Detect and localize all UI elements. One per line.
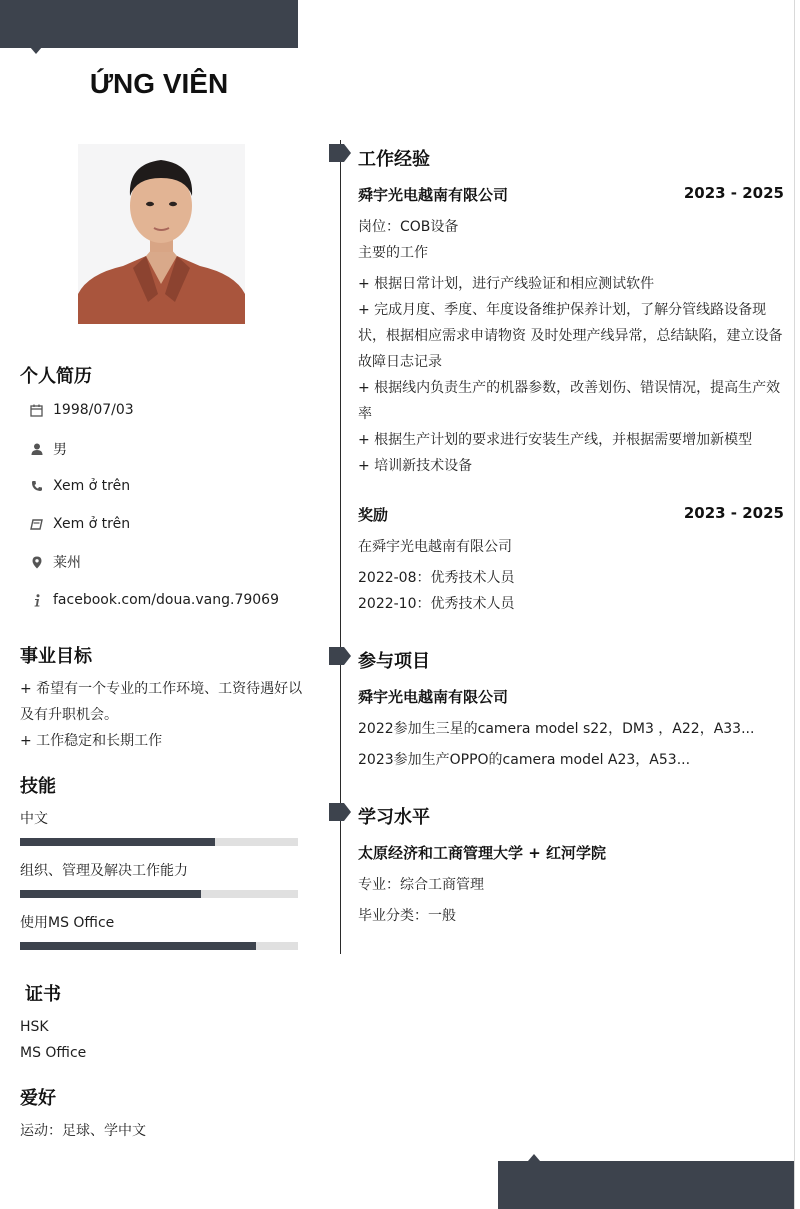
projects-company <box>358 686 784 707</box>
candidate-name: ỨNG VIÊN <box>89 68 229 99</box>
hobbies-text: 运动：足球、学中文 <box>20 1123 146 1139</box>
contact-birthday-text: 1998/07/03 <box>53 402 134 418</box>
awards-period: 2023 - 2025 <box>683 504 784 522</box>
work-duty: 故障日志记录 <box>358 354 442 370</box>
career-line: 及有升职机会。 <box>20 707 118 723</box>
header-decoration-bar <box>0 0 298 48</box>
contact-gender-row <box>20 438 67 460</box>
skill-bar-fill <box>20 890 201 898</box>
awards-header <box>358 504 784 525</box>
contact-location-row <box>20 551 81 573</box>
contact-email-text: Xem ở trên <box>53 516 131 532</box>
skill-label: 使用MS Office <box>20 915 115 931</box>
education-major: 专业：综合工商管理 <box>358 877 484 893</box>
projects-section-title: 参与项目 <box>358 651 430 672</box>
contact-social-row <box>20 589 279 611</box>
skill-label: 中文 <box>20 811 48 827</box>
skill-bar <box>20 942 298 950</box>
contact-phone-row <box>20 475 130 497</box>
work-company: 舜宇光电越南有限公司 <box>358 186 509 204</box>
skill-bar <box>20 890 298 898</box>
career-line: + 希望有一个专业的工作环境、工资待遇好以 <box>20 681 303 697</box>
contact-gender-text: 男 <box>53 442 67 458</box>
award-item: 2022-10：优秀技术人员 <box>358 596 515 612</box>
skills-section-title: 技能 <box>20 776 56 797</box>
certificates-section-title: 证书 <box>25 984 61 1005</box>
education-school <box>358 842 784 863</box>
project-item: 2023参加生产OPPO的camera model A23，A53... <box>358 752 691 768</box>
phone-icon <box>20 480 53 492</box>
education-marker-icon <box>329 803 351 821</box>
career-section-title: 事业目标 <box>20 646 92 667</box>
work-duty: 率 <box>358 406 372 422</box>
work-section-title: 工作经验 <box>358 149 430 170</box>
work-duty: + 培训新技术设备 <box>358 458 473 474</box>
work-header <box>358 184 784 205</box>
contact-social-text: facebook.com/doua.vang.79069 <box>53 592 279 608</box>
contact-location-text: 莱州 <box>53 555 81 571</box>
work-duty: + 根据线内负责生产的机器参数，改善划伤、错误情况，提高生产效 <box>358 380 781 396</box>
contact-birthday-row <box>20 399 134 421</box>
career-line: + 工作稳定和长期工作 <box>20 733 163 749</box>
work-duty: + 根据生产计划的要求进行安装生产线，并根据需要增加新模型 <box>358 432 753 448</box>
certificate-item: HSK <box>20 1019 49 1035</box>
timeline-line <box>340 140 341 954</box>
work-marker-icon <box>329 144 351 162</box>
certificate-item: MS Office <box>20 1045 87 1061</box>
work-position: 岗位：COB设备 <box>358 219 459 235</box>
education-grade: 毕业分类：一般 <box>358 908 456 924</box>
contact-phone-text: Xem ở trên <box>53 478 131 494</box>
skill-bar <box>20 838 298 846</box>
footer-decoration-bar <box>498 1161 794 1209</box>
footer-notch <box>528 1154 540 1161</box>
work-duty: + 根据日常计划，进行产线验证和相应测试软件 <box>358 276 655 292</box>
education-section-title: 学习水平 <box>358 807 430 828</box>
profile-photo <box>78 144 245 324</box>
awards-title: 奖励 <box>358 506 389 524</box>
skill-bar-fill <box>20 942 256 950</box>
skill-label: 组织、管理及解决工作能力 <box>20 863 188 879</box>
work-period: 2023 - 2025 <box>683 184 784 202</box>
location-icon <box>20 556 53 569</box>
projects-company-name: 舜宇光电越南有限公司 <box>358 688 509 706</box>
user-icon <box>20 443 53 455</box>
page-edge-line <box>794 0 795 1209</box>
award-item: 2022-08：优秀技术人员 <box>358 570 515 586</box>
project-item: 2022参加生三星的camera model s22，DM3 ，A22，A33... <box>358 721 755 737</box>
personal-section-title: 个人简历 <box>20 366 92 387</box>
skill-bar-fill <box>20 838 215 846</box>
work-main-label: 主要的工作 <box>358 245 428 261</box>
calendar-icon <box>20 404 53 417</box>
contact-email-row <box>20 513 130 535</box>
work-duty: + 完成月度、季度、年度设备维护保养计划，了解分管线路设备现 <box>358 302 767 318</box>
awards-place: 在舜宇光电越南有限公司 <box>358 539 512 555</box>
hobbies-section-title: 爱好 <box>20 1088 56 1109</box>
projects-marker-icon <box>329 647 351 665</box>
work-duty: 状，根据相应需求申请物资 及时处理产线异常，总结缺陷，建立设备 <box>358 328 783 344</box>
education-school-name: 太原经济和工商管理大学 + 红河学院 <box>358 844 607 862</box>
info-icon <box>20 594 53 607</box>
header-notch <box>30 47 42 54</box>
email-icon <box>20 519 53 530</box>
